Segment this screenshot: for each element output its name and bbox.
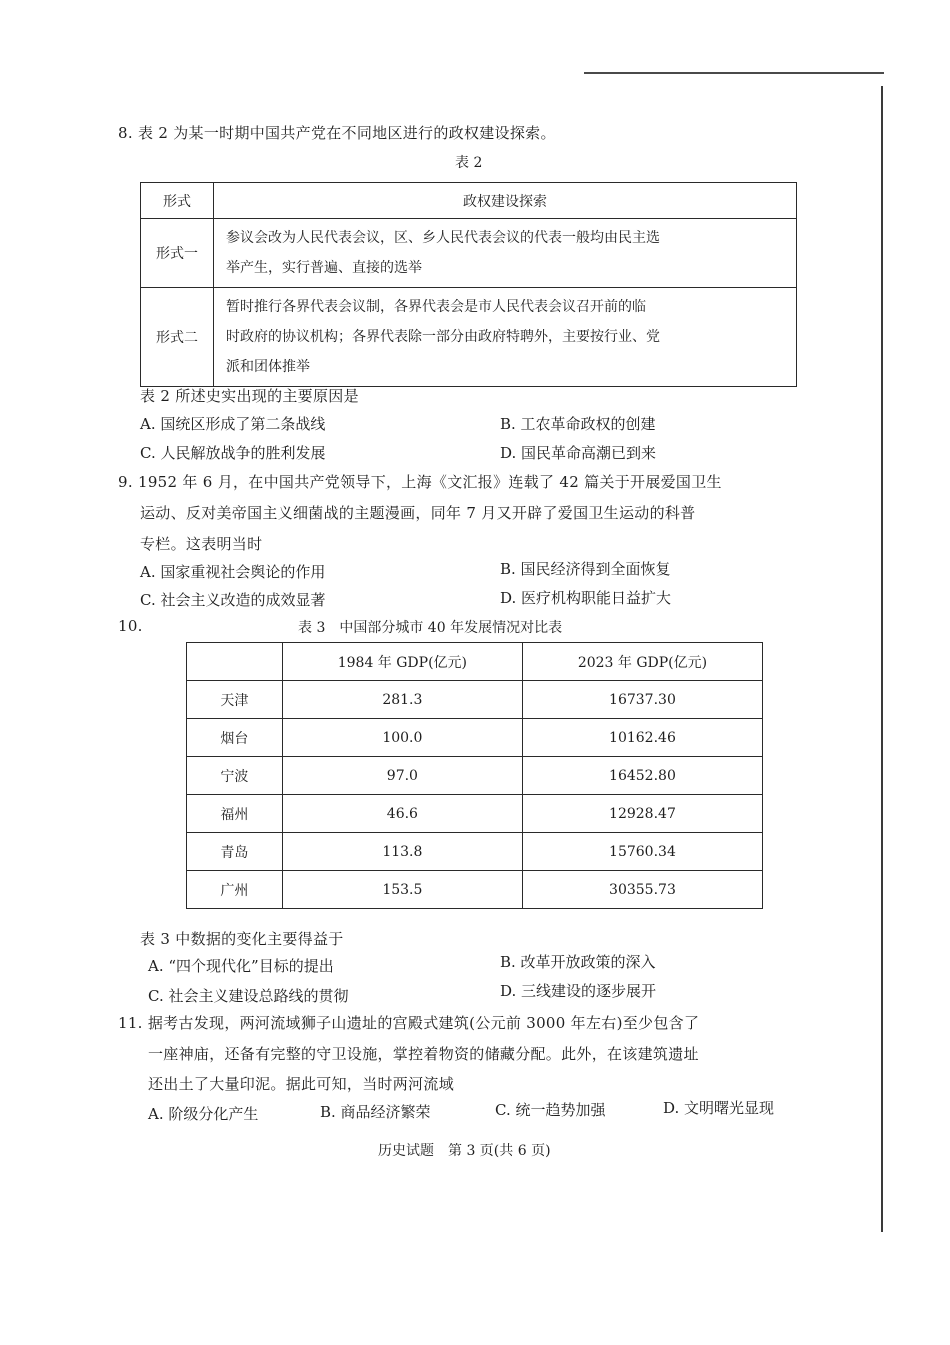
- q9-stem-line: 专栏。这表明当时: [140, 535, 263, 553]
- table2-header-form: 形式: [141, 183, 214, 219]
- page-footer: 历史试题 第 3 页(共 6 页): [378, 1143, 551, 1159]
- table3-gdp2023: 15760.34: [522, 833, 762, 871]
- q11-option-b: B. 商品经济繁荣: [320, 1103, 431, 1121]
- table3-header-1984: 1984 年 GDP(亿元): [282, 643, 522, 681]
- table3-city: 宁波: [187, 757, 283, 795]
- q9-option-d: D. 医疗机构职能日益扩大: [500, 589, 672, 607]
- table2-cell-line: 参议会改为人民代表会议，区、乡人民代表会议的代表一般均由民主选: [226, 230, 660, 246]
- q9-stem-line: 运动、反对美帝国主义细菌战的主题漫画，同年 7 月又开辟了爱国卫生运动的科普: [140, 504, 696, 522]
- q8-stem: 8. 表 2 为某一时期中国共产党在不同地区进行的政权建设探索。: [118, 124, 556, 142]
- q10-option-d: D. 三线建设的逐步展开: [500, 982, 657, 1000]
- table3-header-2023: 2023 年 GDP(亿元): [522, 643, 762, 681]
- table-row: [141, 288, 797, 387]
- q10-option-b: B. 改革开放政策的深入: [500, 953, 656, 971]
- q8-option-d: D. 国民革命高潮已到来: [500, 444, 657, 462]
- table3-gdp2023: 16452.80: [522, 757, 762, 795]
- q10-option-a: A. “四个现代化”目标的提出: [148, 957, 334, 975]
- q8-question: 表 2 所述史实出现的主要原因是: [140, 387, 359, 405]
- table2-cell-line: 暂时推行各界代表会议制，各界代表会是市人民代表会议召开前的临: [226, 299, 646, 315]
- table2-exploration-2: [214, 288, 797, 387]
- q10-question: 表 3 中数据的变化主要得益于: [140, 930, 344, 948]
- table3-city: 青岛: [187, 833, 283, 871]
- q8-option-b: B. 工农革命政权的创建: [500, 415, 656, 433]
- table2-cell-line: 举产生，实行普遍、直接的选举: [226, 260, 422, 276]
- table3-gdp1984: 100.0: [282, 719, 522, 757]
- table-row: [187, 795, 763, 833]
- table2-form-2: 形式二: [141, 288, 214, 387]
- table-2: [140, 182, 797, 387]
- table-row: [187, 681, 763, 719]
- table3-header-empty: [187, 643, 283, 681]
- table3-gdp1984: 46.6: [282, 795, 522, 833]
- q11-stem-line: 一座神庙，还备有完整的守卫设施，掌控着物资的储藏分配。此外，在该建筑遗址: [148, 1045, 699, 1063]
- q9-option-b: B. 国民经济得到全面恢复: [500, 560, 671, 578]
- q11-stem-line: 还出土了大量印泥。据此可知，当时两河流域: [148, 1075, 455, 1093]
- table-row: [141, 219, 797, 288]
- q10-number: 10.: [118, 617, 143, 635]
- table2-header-exploration: 政权建设探索: [214, 183, 797, 219]
- table-row: [187, 719, 763, 757]
- q9-option-c: C. 社会主义改造的成效显著: [140, 591, 326, 609]
- table3-gdp2023: 30355.73: [522, 871, 762, 909]
- table-row: [187, 757, 763, 795]
- q9-option-a: A. 国家重视社会舆论的作用: [140, 563, 326, 581]
- table3-gdp2023: 10162.46: [522, 719, 762, 757]
- q11-option-d: D. 文明曙光显现: [663, 1099, 775, 1117]
- table3-gdp1984: 153.5: [282, 871, 522, 909]
- table2-caption: 表 2: [455, 155, 483, 171]
- right-edge-line: [881, 86, 883, 1232]
- table3-gdp2023: 12928.47: [522, 795, 762, 833]
- q10-option-c: C. 社会主义建设总路线的贯彻: [148, 987, 349, 1005]
- table2-exploration-1: [214, 219, 797, 288]
- table3-caption: 表 3 中国部分城市 40 年发展情况对比表: [298, 620, 563, 636]
- table3-city: 福州: [187, 795, 283, 833]
- q11-option-c: C. 统一趋势加强: [495, 1101, 606, 1119]
- table-3: [186, 642, 763, 909]
- table3-city: 烟台: [187, 719, 283, 757]
- table3-city: 广州: [187, 871, 283, 909]
- table-row: [187, 871, 763, 909]
- table-row: [141, 183, 797, 219]
- table2-form-1: 形式一: [141, 219, 214, 288]
- table3-city: 天津: [187, 681, 283, 719]
- q8-option-a: A. 国统区形成了第二条战线: [140, 415, 326, 433]
- table-row: [187, 833, 763, 871]
- table3-gdp1984: 281.3: [282, 681, 522, 719]
- q8-option-c: C. 人民解放战争的胜利发展: [140, 444, 326, 462]
- q11-option-a: A. 阶级分化产生: [148, 1105, 259, 1123]
- top-edge-line: [584, 72, 884, 74]
- table3-gdp1984: 97.0: [282, 757, 522, 795]
- q11-stem-line: 11. 据考古发现，两河流域狮子山遗址的宫殿式建筑(公元前 3000 年左右)至少包含了: [118, 1014, 700, 1032]
- q9-stem-line: 9. 1952 年 6 月，在中国共产党领导下，上海《文汇报》连载了 42 篇关于开展爱国卫生: [118, 473, 722, 491]
- table2-cell-line: 时政府的协议机构；各界代表除一部分由政府特聘外，主要按行业、党: [226, 329, 660, 345]
- table2-cell-line: 派和团体推举: [226, 359, 310, 375]
- table-row: [187, 643, 763, 681]
- table3-gdp1984: 113.8: [282, 833, 522, 871]
- table3-gdp2023: 16737.30: [522, 681, 762, 719]
